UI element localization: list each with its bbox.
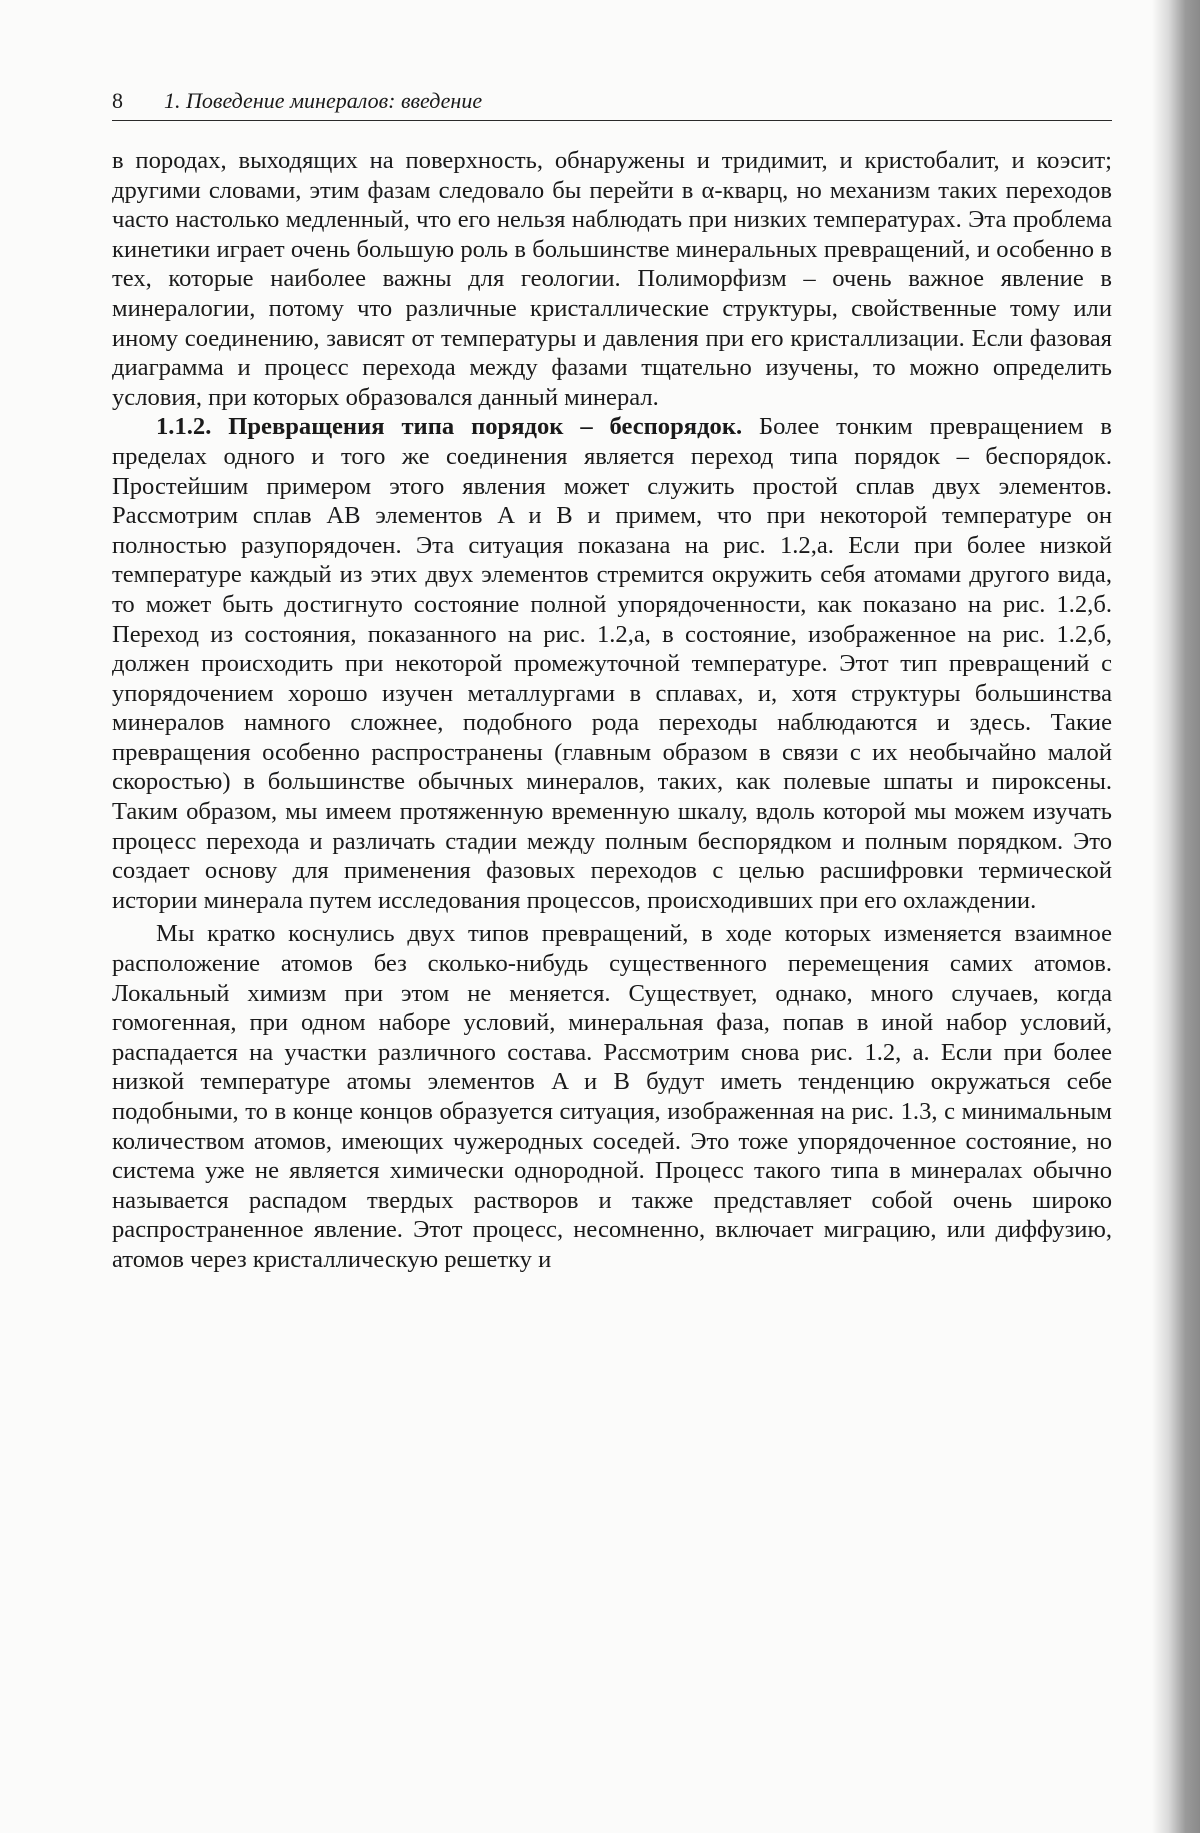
header-rule — [112, 120, 1112, 121]
paragraph-1: в породах, выходящих на поверхность, обнаружены и тридимит, и кристобалит, и коэсит; другими словами, этим фазам следовало бы перейти в α-кварц, но механизм таких переходов часто настолько медленный, что его нельзя наблюдать при низких температурах. Эта проблема кинетики играет очень большую роль в большинстве минеральных превращений, и особенно в тех, которые наиболее важны для геологии. Полиморфизм – очень важное явление в минералогии, потому что различные кристаллические структуры, свойственные тому или иному соединению, зависят от температуры и давления при его кристаллизации. Если фазовая диаграмма и процесс перехода между фазами тщательно изучены, то можно определить условия, при которых образовался данный минерал. — [112, 147, 1112, 411]
scan-edge-shadow — [1152, 0, 1200, 1833]
paragraph-2 — [112, 412, 1112, 915]
running-title: 1. Поведение минералов: введение — [164, 88, 483, 113]
body-text — [112, 146, 1112, 1275]
section-number: 1.1.2. — [156, 413, 212, 441]
paragraph-2-text: Более тонким превращением в пределах одного и того же соединения является переход типа порядок – беспорядок. Простейшим примером этого явления может служить простой сплав двух элементов. Рассмотрим сплав AB элементов A и B и примем, что при некоторой температуре он полностью разупорядочен. Эта ситуация показана на рис. 1.2,а. Если при более низкой температуре каждый из этих двух элементов стремится окружить себя атомами другого вида, то может быть достигнуто состояние полной упорядоченности, как показано на рис. 1.2,б. Переход из состояния, показанного на рис. 1.2,а, в состояние, изображенное на рис. 1.2,б, должен происходить при некоторой промежуточной температуре. Этот тип превращений с упорядочением хорошо изучен металлургами в сплавах, и, хотя структуры большинства минералов намного сложнее, подобного рода переходы наблюдаются и здесь. Такие превращения особенно распространены (главным образом в связи с их необычайно малой скоростью) в большинстве обычных минералов, таких, как полевые шпаты и пироксены. Таким образом, мы имеем протяженную временную шкалу, вдоль которой мы можем изучать процесс перехода и различать стадии между полным беспорядком и полным порядком. Это создает основу для применения фазовых переходов с целью расшифровки термической истории минерала путем исследования процессов, происходивших при его охлаждении. — [112, 413, 1112, 914]
running-head — [112, 88, 1112, 120]
paragraph-3: Мы кратко коснулись двух типов превращений, в ходе которых изменяется взаимное расположение атомов без сколько-нибудь существенного перемещения самих атомов. Локальный химизм при этом не меняется. Существует, однако, много случаев, когда гомогенная, при одном наборе условий, минеральная фаза, попав в иной набор условий, распадается на участки различного состава. Рассмотрим снова рис. 1.2, а. Если при более низкой температуре атомы элементов A и B будут иметь тенденцию окружаться себе подобными, то в конце концов образуется ситуация, изображенная на рис. 1.3, с минимальным количеством атомов, имеющих чужеродных соседей. Это тоже упорядоченное состояние, но система уже не является химически однородной. Процесс такого типа в минералах обычно называется распадом твердых растворов и также представляет собой очень широко распространенное явление. Этот процесс, несомненно, включает миграцию, или диффузию, атомов через кристаллическую решетку и — [112, 920, 1112, 1273]
section-title: Превращения типа порядок – беспорядок. — [228, 413, 743, 441]
page-number: 8 — [112, 88, 123, 113]
